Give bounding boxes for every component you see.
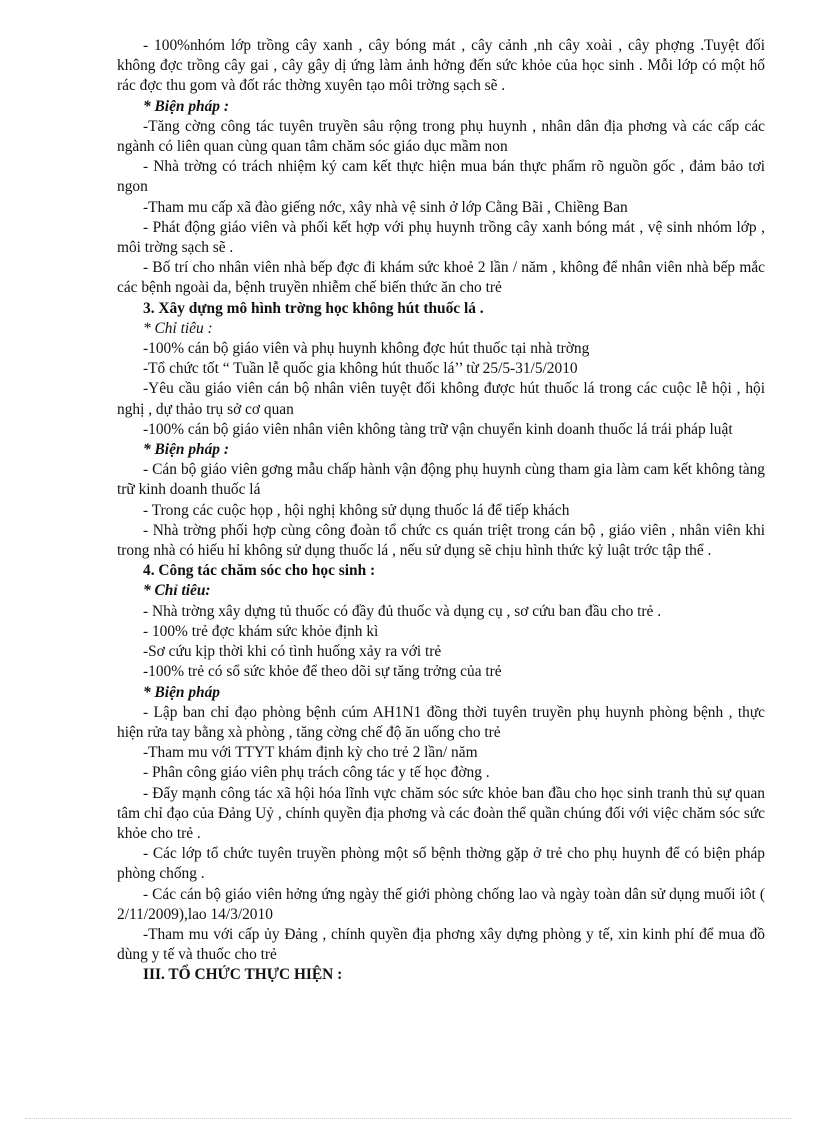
paragraph: - Nhà trờng có trách nhiệm ký cam kết thực hiện mua bán thực phẩm rõ nguồn gốc , đảm bảo tơi ngon <box>117 158 765 196</box>
paragraph: - 100%nhóm lớp trồng cây xanh , cây bóng mát , cây cảnh ,nh cây xoài , cây phợng .Tuyệt đối không đợc trồng cây gai , cây gây dị ứng làm ảnh hởng đến sức khỏe của học sinh . Mỗi lớp có một hố rác đợc thu gom và đốt rác thờng xuyên tạo môi trờng sạch sẽ . <box>117 37 765 95</box>
paragraph: -100% cán bộ giáo viên nhân viên không tàng trữ vận chuyển kinh doanh thuốc lá trái pháp luật <box>143 420 733 438</box>
paragraph: - Đẩy mạnh công tác xã hội hóa lĩnh vực chăm sóc sức khỏe ban đầu cho học sinh tranh thủ sự quan tâm chỉ đạo của Đảng Uỷ , chính quyền địa phơng và các đoàn thể quần chúng đối với việc chăm sóc sức khỏe cho trẻ . <box>117 784 765 842</box>
paragraph: -Tổ chức tốt “ Tuần lễ quốc gia không hút thuốc lá’’ từ 25/5-31/5/2010 <box>143 360 578 378</box>
paragraph: - Trong các cuộc họp , hội nghị không sử dụng thuốc lá để tiếp khách <box>143 501 570 519</box>
paragraph: * Biện pháp <box>143 683 220 701</box>
paragraph: - Các cán bộ giáo viên hởng ứng ngày thế giới phòng chống lao và ngày toàn dân sử dụng muối iôt ( 2/11/2009),lao 14/3/2010 <box>117 885 765 923</box>
paragraph: -Tham mu với cấp ủy Đảng , chính quyền địa phơng xây dựng phòng y tế, xin kinh phí để mua đồ dùng y tế và thuốc cho trẻ <box>117 925 765 964</box>
paragraph: - Cán bộ giáo viên gơng mẫu chấp hành vận động phụ huynh cùng tham gia làm cam kết không tàng trữ kinh doanh thuốc lá <box>117 461 765 499</box>
paragraph: * Chỉ tiêu : <box>143 319 213 337</box>
paragraph: - Phát động giáo viên và phối kết hợp với phụ huynh trồng cây xanh bóng mát , vệ sinh nhóm lớp , môi trờng sạch sẽ . <box>117 218 765 257</box>
paragraph: - Lập ban chỉ đạo phòng bệnh cúm AH1N1 đồng thời tuyên truyền phụ huynh phòng bệnh , thực hiện rửa tay bằng xà phòng , tăng cờng chế độ ăn uống cho trẻ <box>117 703 765 741</box>
paragraph: -100% cán bộ giáo viên và phụ huynh không đợc hút thuốc tại nhà trờng <box>143 340 590 358</box>
paragraph: - Bố trí cho nhân viên nhà bếp đợc đi khám sức khoẻ 2 lần / năm , không để nhân viên nhà bếp mắc các bệnh ngoài da, bệnh truyền nhiễm chế biến thức ăn cho trẻ <box>117 259 765 297</box>
paragraph: 4. Công tác chăm sóc cho học sinh : <box>143 562 376 580</box>
paragraph: - Các lớp tổ chức tuyên truyền phòng một số bệnh thờng gặp ở trẻ cho phụ huynh để có biện pháp phòng chống . <box>117 845 765 883</box>
paragraph: -Sơ cứu kịp thời khi có tình huống xảy ra với trẻ <box>143 643 442 661</box>
paragraph: III. TỔ CHỨC THỰC HIỆN : <box>143 966 343 984</box>
paragraph: -100% trẻ có sổ sức khỏe để theo dõi sự tăng trởng của trẻ <box>143 663 502 681</box>
paragraph: -Tăng cờng công tác tuyên truyền sâu rộng trong phụ huynh , nhân dân địa phơng và các cấp các ngành có liên quan cùng quan tâm chăm sóc giáo dục mầm non <box>117 117 765 156</box>
paragraph: * Chỉ tiêu: <box>143 582 211 600</box>
paragraph: - 100% trẻ đợc khám sức khỏe định kì <box>143 622 379 640</box>
paragraph: - Nhà trờng xây dựng tủ thuốc có đầy đủ thuốc và dụng cụ , sơ cứu ban đầu cho trẻ . <box>143 602 662 620</box>
paragraph: * Biện pháp : <box>143 441 229 459</box>
paragraph: 3. Xây dựng mô hình trờng học không hút thuốc lá . <box>143 299 484 317</box>
document-page <box>117 36 765 986</box>
paragraph: -Tham mu với TTYT khám định kỳ cho trẻ 2 lần/ năm <box>143 744 478 762</box>
paragraph: - Nhà trờng phối hợp cùng công đoàn tổ chức cs quán triệt trong cán bộ , giáo viên , nhân viên khi trong nhà có hiếu hỉ không sử dụng thuốc lá , nếu sử dụng sẽ chịu hình thức kỷ luật trớc tập thể . <box>117 521 765 560</box>
paragraph: - Phân công giáo viên phụ trách công tác y tế học đờng . <box>143 764 490 782</box>
page-bottom-divider <box>25 1118 791 1119</box>
paragraph: -Tham mu cấp xã đào giếng nớc, xây nhà vệ sinh ở lớp Cằng Bãi , Chiềng Ban <box>143 198 628 216</box>
paragraph: * Biện pháp : <box>143 97 229 115</box>
paragraph: -Yêu cầu giáo viên cán bộ nhân viên tuyệt đối không được hút thuốc lá trong các cuộc lễ hội , hội nghị , dự thảo trụ sở cơ quan <box>117 380 765 418</box>
